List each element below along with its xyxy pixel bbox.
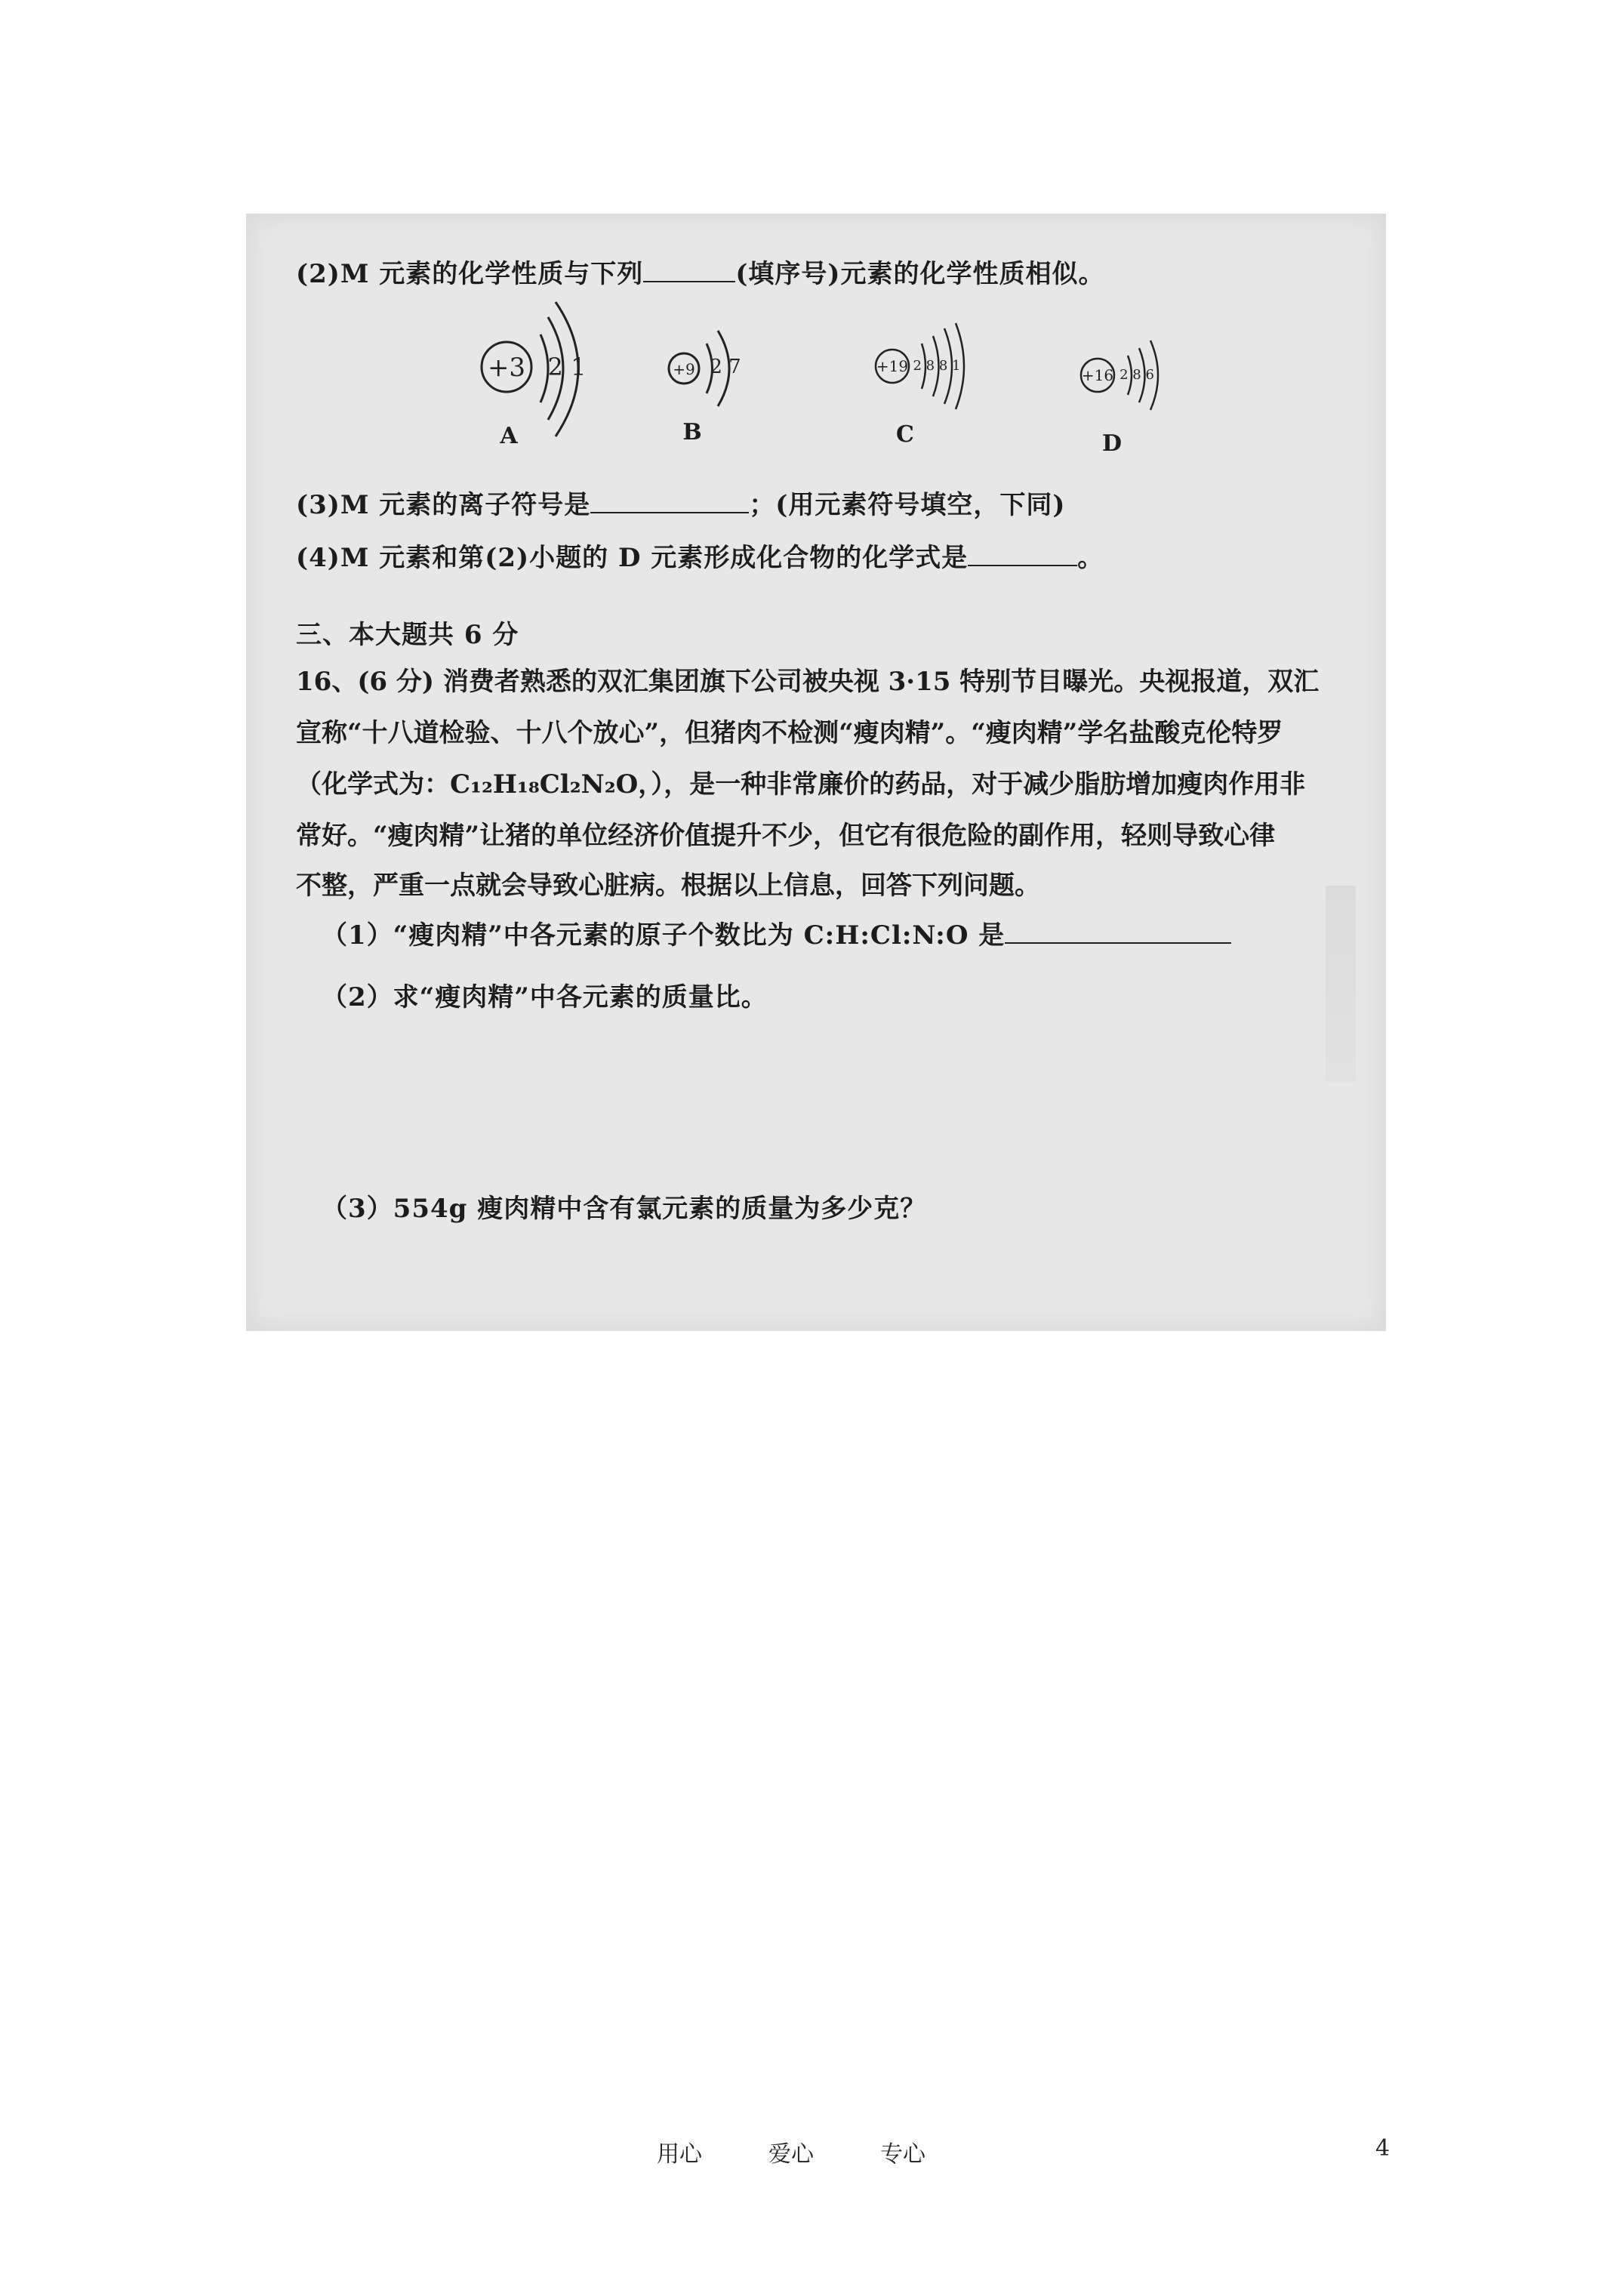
atom-c-nucleus: +19: [876, 357, 909, 375]
chemical-formula: C₁₂H₁₈Cl₂N₂O: [450, 769, 639, 800]
question-2-suffix: (填序号)元素的化学性质相似。: [735, 259, 1105, 289]
answer-blank-q3[interactable]: [590, 489, 749, 513]
question-4-prefix: (4)M 元素和第(2)小题的 D 元素形成化合物的化学式是: [296, 543, 969, 573]
atom-label-a: A: [500, 423, 518, 449]
question-3-prefix: (3)M 元素的离子符号是: [296, 490, 591, 520]
atom-label-d: D: [1101, 430, 1122, 457]
page-number: 4: [1375, 2135, 1390, 2162]
question-16-line-2: 宣称“十八道检验、十八个放心”，但猪肉不检测“瘦肉精”。“瘦肉精”学名盐酸克伦特罗: [296, 718, 1283, 748]
answer-blank-q4[interactable]: [968, 542, 1077, 566]
sub-question-1-text: （1）“瘦肉精”中各元素的原子个数比为 C:H:Cl:N:O 是: [322, 920, 1006, 951]
atom-label-b: B: [682, 419, 702, 445]
question-16-line-1: 16、(6 分) 消费者熟悉的双汇集团旗下公司被央视 3·15 特别节目曝光。央视报道，双汇: [296, 667, 1320, 697]
atom-d-shells: 2 8 6: [1119, 367, 1154, 383]
atom-d-nucleus: +16: [1081, 366, 1114, 384]
question-3-suffix: ；(用元素符号填空，下同): [749, 490, 1066, 520]
answer-blank-sub1[interactable]: [1005, 920, 1231, 944]
scanned-page: [246, 214, 1386, 1331]
section-3-heading: 三、本大题共 6 分: [296, 620, 519, 650]
footer-motto-2: 爱心: [768, 2141, 814, 2168]
question-4: [296, 537, 1104, 574]
atom-b-nucleus: +9: [673, 360, 695, 378]
question-4-suffix: 。: [1077, 543, 1104, 573]
question-16-line-3: [296, 763, 1305, 800]
question-16-sub-3: （3）554g 瘦肉精中含有氯元素的质量为多少克？: [322, 1194, 927, 1224]
question-16-line-4: 常好。“瘦肉精”让猪的单位经济价值提升不少，但它有很危险的副作用，轻则导致心律: [296, 821, 1276, 851]
question-2-prefix: (2)M 元素的化学性质与下列: [296, 259, 644, 289]
atom-a-nucleus: +3: [487, 353, 526, 383]
atom-label-c: C: [896, 421, 914, 448]
footer-motto-1: 用心: [657, 2141, 702, 2168]
question-3: [296, 484, 1066, 521]
question-16-line-5: 不整，严重一点就会导致心脏病。根据以上信息，回答下列问题。: [296, 871, 1040, 901]
atom-a-shells: 2 1: [547, 353, 587, 381]
atom-c-shells: 2 8 8 1: [913, 358, 961, 374]
atom-structure-diagrams: [246, 214, 1386, 470]
question-16-sub-1: [322, 914, 1231, 951]
footer-motto-3: 专心: [880, 2141, 925, 2168]
question-16-sub-2: （2）求“瘦肉精”中各元素的质量比。: [322, 982, 768, 1012]
bleed-through-mark: [1326, 886, 1356, 1082]
atom-b-shells: 2 7: [710, 356, 741, 378]
formula-description: ，），是一种非常廉价的药品，对于减少脂肪增加瘦肉作用非: [638, 769, 1306, 800]
formula-intro: （化学式为：: [296, 769, 450, 800]
